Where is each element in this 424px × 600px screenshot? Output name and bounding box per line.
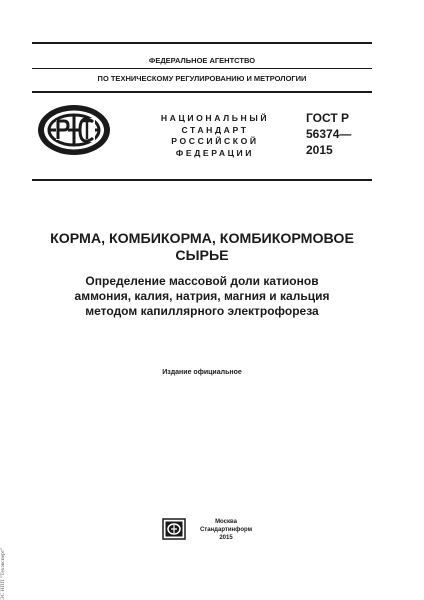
header-rule [32, 91, 372, 93]
standartinform-logo-icon [162, 518, 186, 540]
sidebar-stamp: ЭС НПП "Техэксперт" [0, 547, 6, 600]
designation-prefix: ГОСТ Р [306, 111, 350, 125]
agency-divider [32, 68, 372, 69]
edition-label: Издание официальное [162, 369, 242, 376]
agency-line-1: ФЕДЕРАЛЬНОЕ АГЕНТСТВО [148, 56, 256, 65]
publisher-city: Москва [215, 519, 237, 525]
rst-logo-icon [36, 103, 112, 157]
standard-type-line-1: НАЦИОНАЛЬНЫЙ [160, 113, 270, 123]
standard-type-line-2: СТАНДАРТ [181, 124, 249, 135]
main-title-line-1: КОРМА, КОМБИКОРМА, КОМБИКОРМОВОЕ [50, 231, 354, 247]
subtitle-line-1: Определение массовой доли катионов [85, 274, 319, 288]
publisher-name: Стандартинформ [199, 527, 253, 533]
agency-line-2: ПО ТЕХНИЧЕСКОМУ РЕГУЛИРОВАНИЮ И МЕТРОЛОГИИ [97, 74, 307, 83]
subtitle-line-2: аммония, калия, натрия, магния и кальция [74, 289, 330, 303]
publisher-year: 2015 [219, 535, 233, 541]
standard-type-line-3: РОССИЙСКОЙ [171, 136, 259, 146]
designation-year: 2015 [306, 143, 333, 157]
main-title-line-2: СЫРЬЕ [175, 248, 229, 264]
subtitle-line-3: методом капиллярного электрофореза [85, 304, 319, 318]
designation-number: 56374— [306, 127, 352, 141]
designation-rule [32, 179, 372, 181]
top-rule [32, 42, 372, 44]
standard-type-line-4: ФЕДЕРАЦИИ [175, 147, 255, 158]
